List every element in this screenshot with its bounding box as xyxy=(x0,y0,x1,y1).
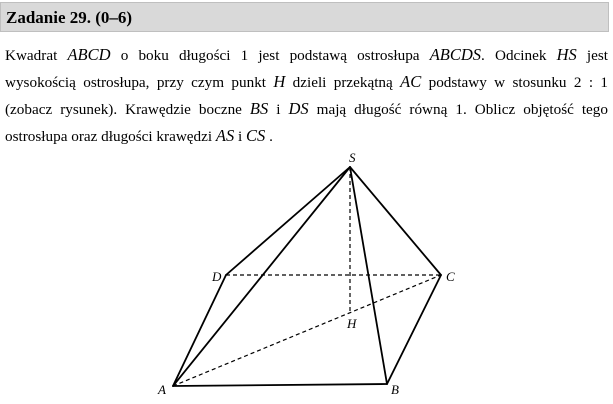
edge-sc xyxy=(350,167,441,275)
text-fragment: jest xyxy=(576,47,609,64)
label-a: A xyxy=(158,382,166,397)
math-abcds: ABCDS xyxy=(429,45,482,64)
task-header-band xyxy=(0,2,609,32)
math-hs: HS xyxy=(556,45,577,64)
text-fragment: . xyxy=(265,128,273,145)
text-fragment: Kwadrat xyxy=(5,47,68,64)
math-h: H xyxy=(273,72,286,91)
text-fragment: wysokością ostrosłupa, przy czym punkt xyxy=(5,74,274,91)
label-c: C xyxy=(446,269,455,284)
task-statement xyxy=(5,42,608,150)
edge-bc xyxy=(387,275,441,384)
text-fragment: podstawy w stosunku 2 : 1 xyxy=(421,74,608,91)
math-abcd: ABCD xyxy=(67,45,111,64)
label-b: B xyxy=(391,382,399,397)
edge-sd xyxy=(226,167,350,275)
task-line-1 xyxy=(5,42,608,69)
diagonal-ac-hidden xyxy=(173,275,441,386)
text-fragment: mają długość równą 1. Oblicz objętość tego xyxy=(308,101,608,118)
math-cs: CS xyxy=(246,126,266,145)
task-line-4 xyxy=(5,123,608,150)
math-as: AS xyxy=(215,126,235,145)
task-title: Zadanie 29. (0–6) xyxy=(6,8,133,27)
pyramid-figure xyxy=(150,150,470,404)
math-ds: DS xyxy=(288,99,309,118)
text-fragment: . Odcinek xyxy=(481,47,557,64)
text-fragment: i xyxy=(234,128,247,145)
task-line-2 xyxy=(5,69,608,96)
text-fragment: ostrosłupa oraz długości krawędzi xyxy=(5,128,216,145)
text-fragment: o boku długości 1 jest podstawą ostrosłupa xyxy=(110,47,430,64)
label-d: D xyxy=(212,269,222,284)
label-h: H xyxy=(347,316,357,331)
edge-ab xyxy=(173,384,387,386)
math-ac: AC xyxy=(400,72,422,91)
task-line-3 xyxy=(5,96,608,123)
text-fragment: (zobacz rysunek). Krawędzie boczne xyxy=(5,101,250,118)
math-bs: BS xyxy=(249,99,269,118)
text-fragment: i xyxy=(268,101,289,118)
text-fragment: dzieli przekątną xyxy=(285,74,401,91)
label-s: S xyxy=(349,150,356,165)
edge-sa xyxy=(173,167,350,386)
